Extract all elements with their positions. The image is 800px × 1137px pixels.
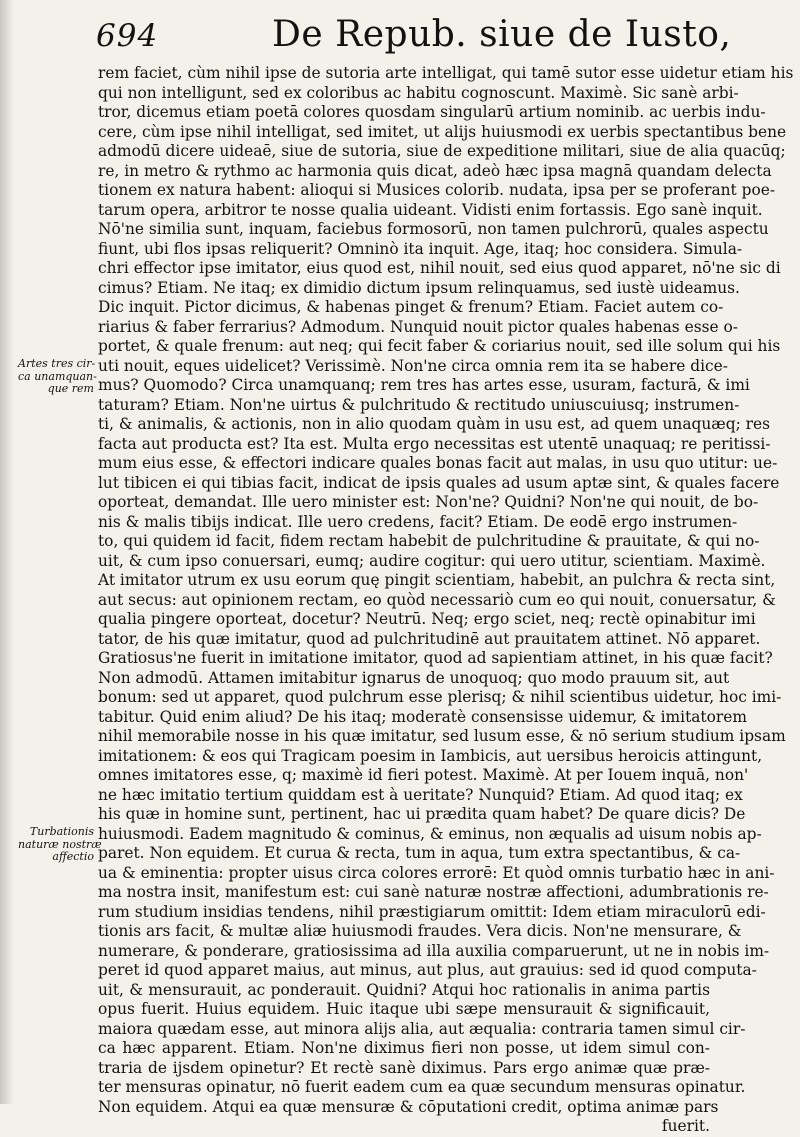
text-line: chri effector ipse imitator, eius quod est, nihil nouit, sed eius quod apparet, nō'ne sic di — [98, 259, 781, 277]
text-line: fuerit. — [661, 1117, 710, 1135]
text-line: maiora quædam esse, aut minora alijs alia, aut æqualia: contraria tamen simul cir- — [98, 1019, 746, 1038]
text-line: Dic inquit. Pictor dicimus, & habenas pinget & frenum? Etiam. Faciet autem co- — [98, 298, 724, 316]
text-line: nihil memorabile nosse in his quæ imitatur, sed lusum esse, & nō serium studium ipsam — [98, 727, 786, 745]
text-line: oporteat, demandat. Ille uero minister est: Non'ne? Quidni? Non'ne qui nouit, de bo- — [98, 493, 759, 511]
text-line: riarius & faber ferrarius? Admodum. Nunquid nouit pictor quales habenas esse o- — [98, 317, 738, 336]
text-line: ma nostra insit, manifestum est: cui sanè naturæ nostræ affectioni, adumbrationis re- — [98, 883, 769, 901]
text-line: ne hæc imitatio tertium quiddam est à ueritate? Nunquid? Etiam. Ad quod itaq; ex — [98, 785, 743, 804]
text-line: omnes imitatores esse, q; maximè id fieri potest. Maximè. At per Iouem inquā, non' — [98, 766, 749, 784]
text-line: lut tibicen ei qui tibias facit, indicat de ipsis quales ad usum aptæ sint, & quales facere — [98, 473, 780, 492]
text-line: fiunt, ubi flos ipsas reliquerit? Omninò ita inquit. Age, itaq; hoc considera. Simula- — [98, 239, 743, 258]
text-line: taturam? Etiam. Non'ne uirtus & pulchritudo & rectitudo uniuscuiusq; instrumen- — [98, 395, 740, 414]
text-line: numerare, & ponderare, gratiosissima ad illa auxilia comparuerunt, ut ne in nobis im- — [98, 941, 770, 960]
text-line: opus fuerit. Huius equidem. Huic itaque ubi sæpe mensurauit & significauit, — [98, 1000, 710, 1018]
text-line: paret. Non equidem. Et curua & recta, tum in aqua, tum extra spectantibus, & ca- — [98, 844, 741, 862]
text-line: tator, de his quæ imitatur, quod ad pulchritudinē aut prauitatem attinet. Nō apparet. — [98, 629, 761, 648]
text-line: Non equidem. Atqui ea quæ mensuræ & cōputationi credit, optima animæ pars — [98, 1097, 719, 1116]
margin-note-line: Artes tres cir- — [18, 357, 96, 370]
text-line: huiusmodi. Eadem magnitudo & cominus, & eminus, non æqualis ad uisum nobis ap- — [98, 824, 762, 843]
text-line: At imitator utrum ex usu eorum quę pingit scientiam, habebit, an pulchra & recta sint, — [98, 571, 776, 589]
text-line: peret id quod apparet maius, aut minus, aut plus, aut grauius: sed id quod computa- — [98, 961, 757, 979]
text-line: rem faciet, cùm nihil ipse de sutoria arte intelligat, qui tamē sutor esse uidetur etiam his — [98, 64, 794, 82]
text-line: cere, cùm ipse nihil intelligat, sed imitet, ut alijs huiusmodi ex uerbis spectantibus bene — [98, 122, 787, 141]
margin-note-line: Turbationis — [29, 825, 94, 838]
bleed-through-smudge — [750, 1050, 774, 1090]
page-header — [96, 14, 780, 62]
margin-note-line: ca unamquan- — [18, 369, 97, 383]
text-line: facta aut producta est? Ita est. Multa ergo necessitas est utentē unaquaq; re peritissi- — [98, 434, 771, 453]
body-text — [98, 64, 794, 1137]
margin-note-line: que rem — [47, 382, 94, 395]
text-line: imitationem: & eos qui Tragicam poesim in Iambicis, aut uersibus heroicis attingunt, — [98, 746, 763, 765]
text-line: aut secus: aut opinionem rectam, eo quòd necessariò cum eo qui nouit, conuersatur, & — [98, 590, 776, 609]
text-line: Nō'ne similia sunt, inquam, faciebus formosorū, non tamen pulchrorū, quales aspectu — [98, 220, 769, 238]
margin-note-line: naturæ nostræ — [18, 837, 102, 851]
text-line: ua & eminentia: propter uisus circa colores errorē: Et quòd omnis turbatio hæc in ani- — [98, 863, 775, 882]
text-line: rum studium insidias tendens, nihil præstigiarum omittit: Idem etiam miraculorū edi- — [98, 902, 766, 921]
text-line: portet, & quale frenum: aut neq; qui fecit faber & coriarius nouit, sed ille solum qui his — [98, 337, 781, 355]
text-line: ti, & animalis, & actionis, non in alio quodam quàm in usu est, ad quem unaquæq; res — [98, 415, 771, 433]
text-line: uit, & mensurauit, ac ponderauit. Quidni? Atqui hoc rationalis in anima partis — [98, 980, 710, 999]
text-line: bonum: sed ut apparet, quod pulchrum esse plerisq; & nihil scientibus uidetur, hoc imi- — [98, 688, 782, 706]
text-line: tabitur. Quid enim aliud? De his itaq; moderatè consensisse uidemur, & imitatorem — [98, 707, 747, 726]
text-line: ter mensuras opinatur, nō fuerit eadem cum ea quæ secundum mensuras opinatur. — [98, 1078, 746, 1096]
margin-note-line: affectio — [52, 850, 94, 863]
margin-note-artes — [18, 357, 97, 396]
text-line: to, qui quidem id facit, fidem rectam habebit de pulchritudine & prauitate, & qui no- — [98, 532, 760, 550]
text-line: tionem ex natura habent: alioqui si Musices colorib. nudata, ipsa per se proferant poe- — [98, 181, 776, 199]
page-number: 694 — [96, 18, 159, 54]
gutter-shadow — [0, 0, 14, 1104]
text-line: tionis ars facit, & multæ aliæ huiusmodi fraudes. Vera dicis. Non'ne mensurare, & — [98, 922, 742, 940]
running-title: De Repub. siue de Iusto, — [272, 14, 732, 55]
margin-note-turbationis — [18, 825, 102, 864]
text-line: qui non intelligunt, sed ex coloribus ac habitu cognoscunt. Maximè. Sic sanè arbi- — [98, 83, 739, 102]
text-line: admodū dicere uideaē, siue de sutoria, siue de expeditione militari, siue de alia quacūq; — [98, 142, 786, 160]
text-line: mum eius esse, & effectori indicare quales bonas facit aut malas, in usu quo utitur: ue- — [98, 454, 778, 472]
text-line: re, in metro & rythmo ac harmonia quis dicat, adeò hæc ipsa magnā quandam delecta — [98, 161, 772, 180]
text-line: traria de ijsdem opinetur? Et rectè sanè diximus. Pars ergo animæ quæ præ- — [98, 1058, 710, 1077]
text-line: uit, & cum ipso conuersari, eumq; audire cogitur: qui uero utitur, scientiam. Maximè. — [98, 551, 766, 570]
text-line: ca hæc apparent. Etiam. Non'ne diximus fieri non posse, ut idem simul con- — [98, 1039, 710, 1057]
text-line: Non admodū. Attamen imitabitur ignarus de unoquoq; quo modo prauum sit, aut — [98, 668, 730, 687]
text-line: Gratiosus'ne fuerit in imitatione imitator, quod ad sapientiam attinet, in his quæ facit? — [98, 649, 773, 667]
text-line: qualia pingere oporteat, docetur? Neutrū. Neq; ergo sciet, neq; rectè opinabitur imi — [98, 610, 756, 628]
text-line: cimus? Etiam. Ne itaq; ex dimidio dictum ipsum relinquamus, sed iustè uideamus. — [98, 278, 740, 297]
text-line: nis & malis tibijs indicat. Ille uero credens, facit? Etiam. De eodē ergo instrumen- — [98, 512, 738, 531]
text-line: tror, dicemus etiam poetā colores quosdam singularū artium nominib. ac uerbis indu- — [98, 103, 766, 121]
text-line: his quæ in homine sunt, pertinent, hac ui prædita quam habet? De quare dicis? De — [98, 805, 746, 823]
text-line: tarum opera, arbitror te nosse qualia uideant. Vidisti enim fortassis. Ego sanè inquit. — [98, 200, 763, 219]
text-line: uti nouit, eques uidelicet? Verissimè. Non'ne circa omnia rem ita se habere dice- — [98, 356, 728, 375]
text-line: mus? Quomodo? Circa unamquanq; rem tres has artes esse, usuram, facturā, & imi — [98, 376, 750, 394]
